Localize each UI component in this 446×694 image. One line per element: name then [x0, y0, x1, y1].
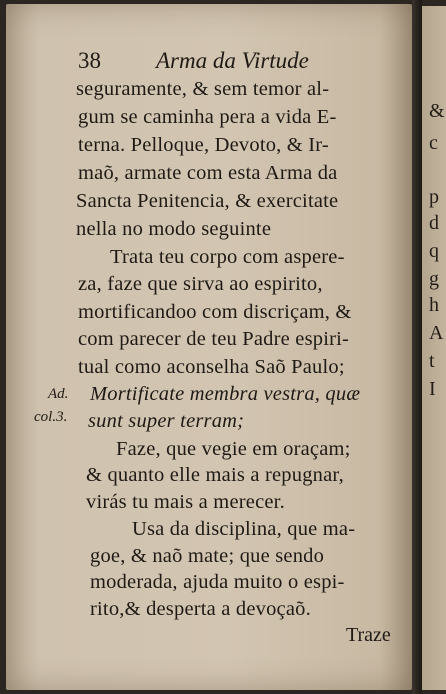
facing-letter: c	[429, 132, 438, 154]
facing-letter: I	[429, 378, 436, 400]
book-page	[6, 4, 412, 690]
facing-letter: t	[429, 350, 435, 372]
text-line: & quanto elle mais a repugnar,	[86, 464, 344, 486]
text-line: za, faze que sirva ao espirito,	[78, 273, 323, 295]
running-title: Arma da Virtude	[156, 48, 309, 73]
text-line: terna. Pelloque, Devoto, & Ir-	[78, 134, 329, 156]
text-line: nella no modo seguinte	[76, 218, 272, 240]
text-line: seguramente, & sem temor al-	[76, 78, 330, 100]
facing-letter: &	[429, 100, 445, 122]
text-line: moderada, ajuda muito o espi-	[90, 571, 345, 593]
text-line: com parecer de teu Padre espiri-	[78, 328, 350, 350]
catchword: Traze	[346, 624, 391, 646]
facing-page-edge	[422, 6, 446, 690]
text-line: goe, & naõ mate; que sendo	[90, 545, 325, 567]
text-line: Faze, que vegie em oraçam;	[116, 438, 351, 460]
text-line: gum se caminha pera a vida E-	[78, 106, 337, 128]
margin-note: Ad.	[48, 386, 69, 402]
text-line: rito,& desperta a devoçaõ.	[90, 598, 311, 620]
text-line: tual como aconselha Saõ Paulo;	[78, 356, 345, 378]
text-line: sunt super terram;	[88, 410, 245, 432]
facing-letter: p	[429, 186, 439, 208]
text-line: Usa da disciplina, que ma-	[132, 518, 356, 540]
page-header	[78, 48, 378, 76]
margin-note: col.3.	[34, 409, 68, 425]
text-line: Sancta Penitencia, & exercitate	[76, 190, 339, 212]
facing-letter: g	[429, 268, 439, 290]
text-line: mortificandoo com discriçam, &	[78, 301, 352, 323]
facing-letter: A	[429, 322, 444, 344]
text-line: Mortificate membra vestra, quæ	[90, 383, 361, 405]
page-number: 38	[78, 48, 101, 73]
facing-letter: d	[429, 212, 439, 234]
facing-letter: h	[429, 294, 439, 316]
text-line: Trata teu corpo com aspere-	[110, 246, 345, 268]
text-line: virás tu mais a merecer.	[86, 491, 285, 513]
facing-letter: q	[429, 240, 439, 262]
text-line: maõ, armate com esta Arma da	[78, 162, 338, 184]
book-gutter	[412, 0, 422, 694]
